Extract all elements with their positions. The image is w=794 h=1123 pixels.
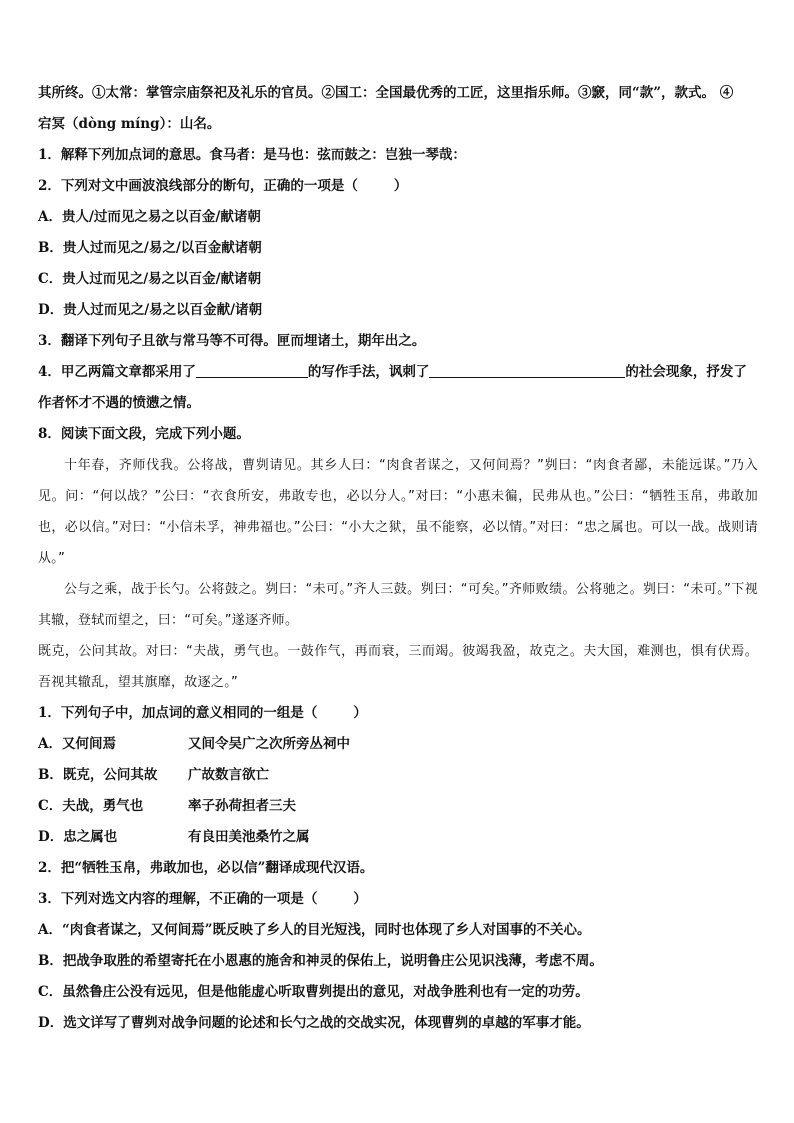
question-7-3: 3．翻译下列句子且欲与常马等不可得。匣而埋诸土，期年出之。 [38, 333, 426, 349]
question-8-3 [38, 884, 758, 915]
option-d-right: 有良田美池桑竹之属 [188, 829, 310, 845]
exam-page [38, 78, 758, 1039]
passage-paragraph-1: 十年春，齐师伐我。公将战，曹刿请见。其乡人曰：“肉食者谋之，又何间焉？”刿曰：“肉食者鄙，未能远谋。”乃入见。问：“何以战？”公曰：“衣食所安，弗敢专也，必以分人。”对曰：“小惠未徧，民弗从也。”公曰：“牺牲玉帛，弗敢加也，必以信。”对曰：“小信未孚，神弗福也。”公曰：“小大之狱，虽不能察，必以情。”对曰：“忠之属也。可以一战。战则请从。” [38, 458, 758, 566]
option-b: B．贵人过而见之/易之/以百金献诸朝 [38, 240, 262, 256]
option-d: D．选文详写了曹刿对战争问题的论述和长勺之战的交战实况，体现曹刿的卓越的军事才能。 [38, 1015, 590, 1031]
question-7-4-part2: 的写作手法，讽刺了 [307, 364, 430, 380]
option-a [38, 729, 758, 760]
option-b-right: 广故数言欲亡 [188, 767, 269, 783]
question-7-4-part1: 4．甲乙两篇文章都采用了 [38, 364, 196, 380]
question-7-4-part3: 的社会现象，抒发了 [625, 364, 747, 380]
question-8-2: 2．把“牺牲玉帛，弗敢加也，必以信”翻译成现代汉语。 [38, 860, 374, 876]
question-7-4-line2: 作者怀才不遇的愤懑之情。 [38, 395, 200, 411]
question-8-1-text: 1．下列句子中，加点词的意义相同的一组是（ [38, 705, 318, 721]
option-b: B．把战争取胜的希望寄托在小恩惠的施舍和神灵的保佑上，说明鲁庄公见识浅薄，考虑不周。 [38, 953, 603, 969]
footnote-line-1: 其所终。①太常：掌管宗庙祭祀及礼乐的官员。②国工：全国最优秀的工匠，这里指乐师。③窾，同“款”，款式。 ④ [38, 85, 734, 101]
fill-blank-1[interactable] [196, 363, 308, 378]
option-c-right: 率子孙荷担者三夫 [188, 798, 296, 814]
question-7-2 [38, 171, 758, 202]
passage-paragraph-2: 公与之乘，战于长勺。公将鼓之。刿曰：“未可。”齐人三鼓。刿曰：“可矣。”齐师败绩。公将驰之。刿曰：“未可。”下视其辙，登轼而望之，曰：“可矣。”遂逐齐师。 [38, 582, 758, 628]
option-d: D．贵人过而见之/易之以百金献/诸朝 [38, 302, 263, 318]
option-a-right: 又间令吴广之次所旁丛祠中 [188, 736, 350, 752]
question-7-2-text: 2．下列对文中画波浪线部分的断句，正确的一项是（ [38, 178, 358, 194]
option-c: C．贵人过而见之/易之以百金/献诸朝 [38, 271, 262, 287]
question-8-3-close: ） [353, 891, 367, 907]
question-7-4 [38, 357, 758, 388]
passage-paragraph-3: 既克，公问其故。对曰：“夫战，勇气也。一鼓作气，再而衰，三而竭。彼竭我盈，故克之。夫大国，难测也，惧有伏焉。吾视其辙乱，望其旗靡，故逐之。” [38, 644, 758, 690]
option-b [38, 760, 758, 791]
fill-blank-2[interactable] [429, 363, 625, 378]
option-c-left: C．夫战，勇气也 [38, 798, 144, 814]
option-d [38, 822, 758, 853]
question-8-3-text: 3．下列对选文内容的理解，不正确的一项是（ [38, 891, 318, 907]
option-c: C．虽然鲁庄公没有远见，但是他能虚心听取曹刿提出的意见，对战争胜利也有一定的功劳。 [38, 984, 589, 1000]
question-7-2-close: ） [393, 178, 408, 194]
option-a: A．“肉食者谋之，又何间焉”既反映了乡人的目光短浅，同时也体现了乡人对国事的不关心。 [38, 922, 591, 938]
option-b-left: B．既克，公问其故 [38, 767, 158, 783]
question-8-1-close: ） [353, 705, 367, 721]
question-7-1: 1．解释下列加点词的意思。食马者：是马也：弦而鼓之：岂独一琴哉： [38, 147, 466, 163]
footnote-line-2: 宕冥（dòng míng）：山名。 [38, 116, 221, 132]
question-8-1 [38, 698, 758, 729]
section-8-heading: 8．阅读下面文段，完成下列小题。 [38, 426, 250, 442]
option-a-left: A．又何间焉 [38, 736, 116, 752]
option-d-left: D．忠之属也 [38, 829, 118, 845]
option-c [38, 791, 758, 822]
option-a: A．贵人/过而见之易之以百金/献诸朝 [38, 209, 261, 225]
